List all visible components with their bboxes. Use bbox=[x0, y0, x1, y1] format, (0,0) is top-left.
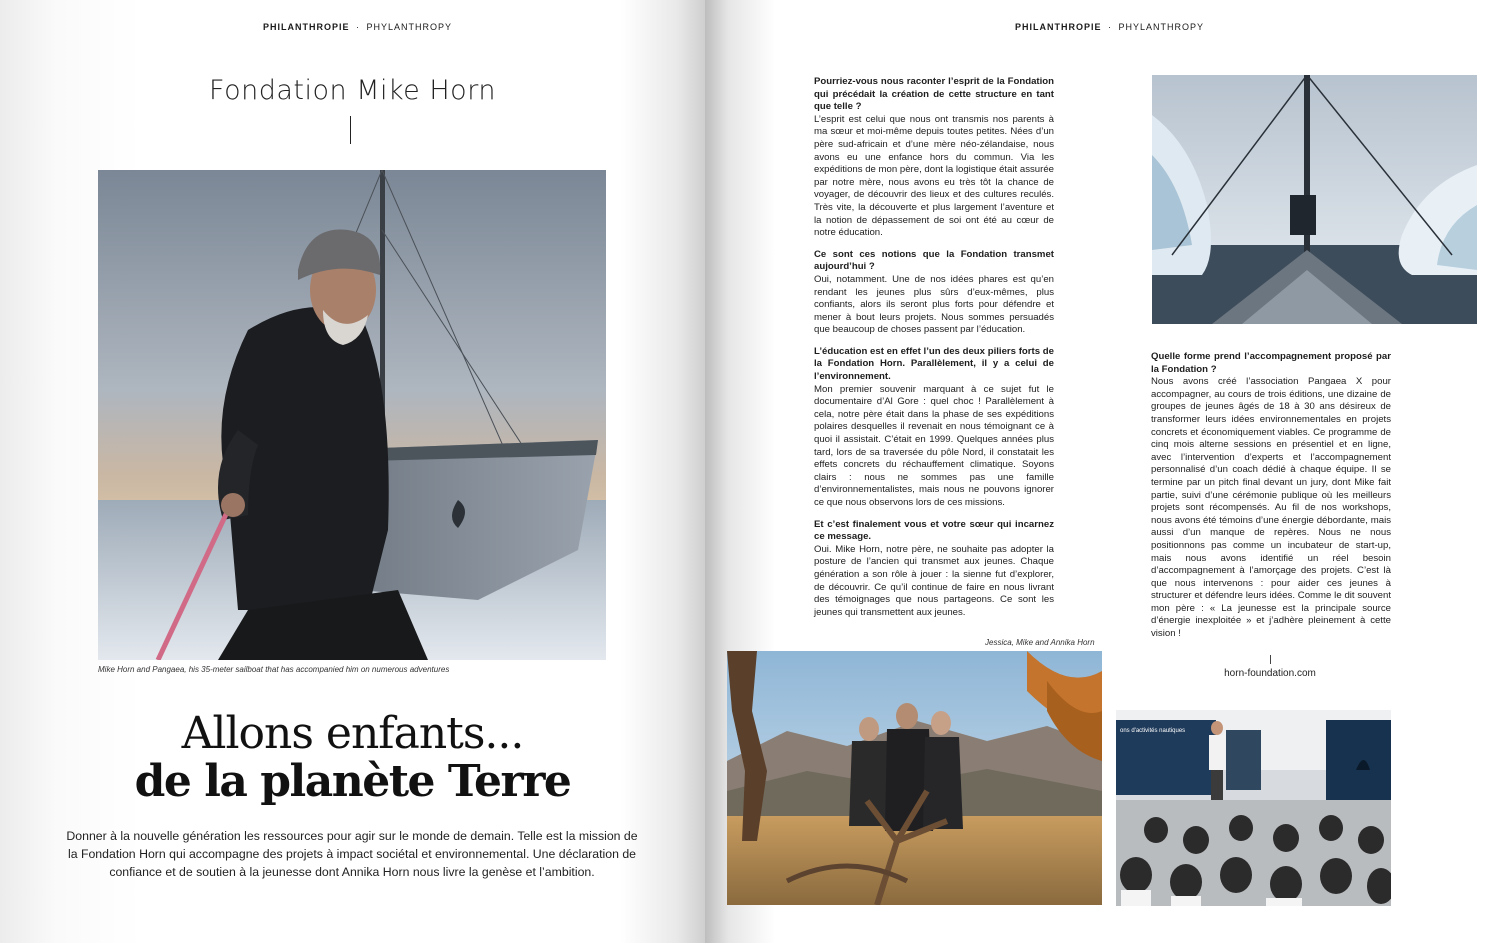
presentation-screen-text: ons d'activités nautiques bbox=[1120, 728, 1186, 734]
interview-question: Quelle forme prend l’accompagnement proposé par la Fondation ? bbox=[1151, 351, 1391, 375]
interview-question: Ce sont ces notions que la Fondation transmet aujourd’hui ? bbox=[814, 248, 1054, 273]
title-divider bbox=[350, 116, 351, 144]
workshop-presentation-photo bbox=[1116, 710, 1391, 906]
interview-answer: L’esprit est celui que nous ont transmis nos parents à ma sœur et moi-même depuis toutes petites. Nées d’un père sud-africain et d’une mère néo-zélandaise, nous avons eu une enfance hors du commun. Via les expéditions de mon père, dont la logistique était assurée par notre mère, nous avons eu très tôt la chance de voyager, de découvrir des lieux et des cultures reculés. Très vite, la découverte et plus largement l’aventure et la notion de dépassement de soi ont été au cœur de notre éducation. bbox=[814, 113, 1054, 239]
interview-column-2 bbox=[1151, 351, 1391, 650]
interview-question: Pourriez-vous nous raconter l’esprit de la Fondation qui précédait la création de cette structure en tant que telle ? bbox=[814, 76, 1054, 113]
interview-column-1 bbox=[814, 76, 1054, 628]
website-link[interactable]: horn-foundation.com bbox=[1224, 668, 1316, 679]
interview-answer: Oui, notamment. Une de nos idées phares est qu’en rendant les jeunes plus sûrs d’eux-mêmes, plus confiants, alors ils seront plus forts pour défendre et mener à bout leurs projets. Nous sommes persuadés que beaucoup de choses passent par l’éducation. bbox=[814, 273, 1054, 336]
running-head bbox=[1015, 22, 1204, 32]
running-head-separator: · bbox=[356, 22, 361, 32]
interview-answer: Nous avons créé l’association Pangaea X pour accompagner, au cours de trois éditions, une dizaine de groupes de jeunes âgés de 18 à 30 ans désireux de transformer leurs idées environnementales en projets concrets et économiquement viables. Ce programme de cinq mois alterne sessions en présentiel et en ligne, avec l’intervention d’experts et l’accompagnement personnalisé d’un coach dédié à chaque équipe. Il se termine par un pitch final devant un jury, dont Mike fait partie, suivi d’une cérémonie publique où les meilleurs projets sont récompensés. Au fil de nos workshops, nous avons été témoins d’une énergie débordante, mais aussi d’un manque de repères. Nous ne nous positionnons pas comme un incubateur de start-up, mais nous avons identifié un réel besoin d’accompagnement à l’amorçage des projets. C’est là que nous intervenons : pour aider ces jeunes à structurer et défendre leurs idées. Comme le dit souvent mon père : « La jeunesse est la principale source d’énergie inexploitée » et j’adhère pleinement à cette vision ! bbox=[1151, 376, 1391, 640]
intro-paragraph: Donner à la nouvelle génération les ressources pour agir sur le monde de demain. Telle est la mission de la Fondation Horn qui accompagne des projets à impact sociétal et environnemental. Une déclaration de confiance et de soutien à la jeunesse dont Annika Horn nous livre la genèse et l’ambition. bbox=[66, 829, 638, 879]
url-divider bbox=[1270, 655, 1271, 664]
mike-horn-sailboat-photo bbox=[98, 170, 606, 660]
section-label: PHILANTHROPIE bbox=[1015, 22, 1102, 32]
interview-question: Et c’est finalement vous et votre sœur qui incarnez ce message. bbox=[814, 518, 1054, 543]
running-head-separator: · bbox=[1108, 22, 1113, 32]
section-translation: PHYLANTHROPY bbox=[1118, 22, 1205, 32]
group-photo-caption: Jessica, Mike and Annika Horn bbox=[985, 638, 1095, 647]
interview-answer: Oui. Mike Horn, notre père, ne souhaite pas adopter la posture de l’ancien qui transmet aux jeunes. Chaque génération a son rôle à jouer : la sienne fut d’explorer, de découvrir. Ce qu’il continue de faire en nous livrant des témoignages que nous partageons. Ce sont les jeunes qui transmettent aux jeunes. bbox=[814, 543, 1054, 618]
section-label: PHILANTHROPIE bbox=[263, 22, 350, 32]
foundation-title: Fondation Mike Horn bbox=[209, 75, 496, 106]
photo-caption: Mike Horn and Pangaea, his 35-meter sailboat that has accompanied him on numerous adventures bbox=[98, 665, 450, 674]
section-translation: PHYLANTHROPY bbox=[366, 22, 453, 32]
left-page bbox=[0, 0, 705, 943]
horn-family-photo bbox=[727, 651, 1102, 905]
headline-line1: Allons enfants... bbox=[181, 708, 524, 759]
headline-line2: de la planète Terre bbox=[134, 756, 571, 807]
boat-bow-icebergs-photo bbox=[1152, 75, 1477, 324]
interview-question: L’éducation est en effet l’un des deux piliers forts de la Fondation Horn. Parallèlement, il y a celui de l’environnement. bbox=[814, 345, 1054, 383]
running-head bbox=[263, 22, 452, 32]
interview-answer: Mon premier souvenir marquant à ce sujet fut le documentaire d’Al Gore : quel choc ! Parallèlement à cela, notre père était dans la phase de ses expéditions polaires desquelles il revenait en nous témoignant ce à quoi il assistait. C’était en 1999. Quelques années plus tard, lors de sa traversée du pôle Nord, il constatait les effets concrets du réchauffement climatique. Soyons clairs : nous ne sommes pas une famille d’environnementalistes, mais nous ne pouvons ignorer ce que nous observons lors de ces missions. bbox=[814, 383, 1054, 508]
